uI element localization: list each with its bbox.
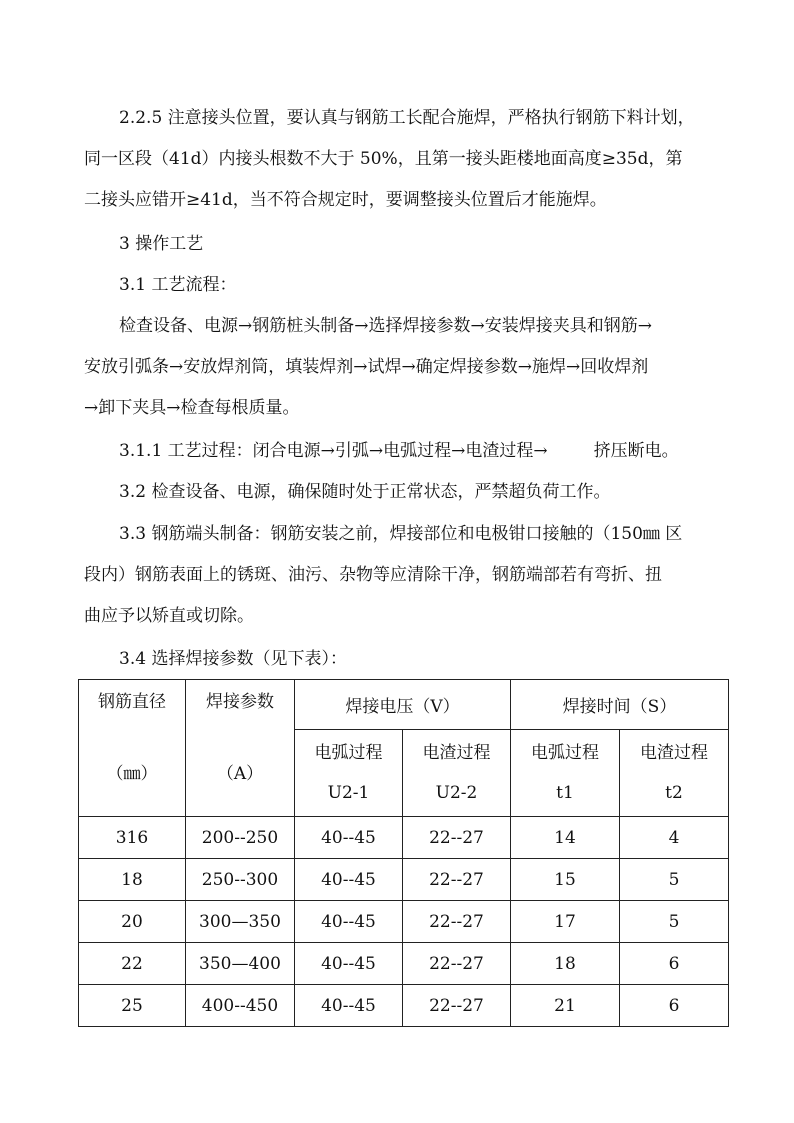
header-welding-current-title: 焊接参数 — [206, 692, 274, 712]
table-row — [79, 859, 729, 901]
cell-arc-time: 17 — [511, 901, 620, 943]
subheader-arc-voltage-label: 电弧过程 — [314, 743, 383, 763]
cell-current: 200--250 — [186, 817, 295, 859]
table-row — [79, 985, 729, 1027]
subheader-arc-time — [511, 730, 620, 817]
paragraph-2-2-5-line-1: 2.2.5 注意接头位置，要认真与钢筋工长配合施焊，严格执行钢筋下料计划， — [119, 108, 695, 128]
cell-arc-voltage: 40--45 — [295, 859, 403, 901]
paragraph-3-2: 3.2 检查设备、电源，确保随时处于正常状态，严禁超负荷工作。 — [119, 482, 611, 502]
cell-current: 400--450 — [186, 985, 295, 1027]
subheader-slag-time — [620, 730, 729, 817]
header-welding-current-unit: （A） — [216, 764, 264, 784]
cell-slag-voltage: 22--27 — [403, 943, 511, 985]
cell-diameter: 20 — [79, 901, 186, 943]
subheader-slag-time-label: 电渣过程 — [640, 743, 708, 763]
process-flow-line-3: →卸下夹具→检查每根质量。 — [84, 398, 300, 418]
subheader-slag-voltage — [403, 730, 511, 817]
header-rebar-diameter-title: 钢筋直径 — [98, 692, 166, 712]
cell-slag-time: 4 — [620, 817, 729, 859]
subheader-arc-voltage-code: U2-1 — [327, 783, 370, 803]
paragraph-2-2-5-line-3: 二接头应错开≥41d，当不符合规定时，要调整接头位置后才能施焊。 — [84, 190, 607, 210]
cell-diameter: 316 — [79, 817, 186, 859]
cell-arc-voltage: 40--45 — [295, 943, 403, 985]
table-row — [79, 817, 729, 859]
header-welding-time: 焊接时间（S） — [511, 680, 729, 730]
table-header-row — [79, 680, 729, 730]
subheader-slag-voltage-label: 电渣过程 — [422, 743, 491, 763]
heading-3-1-process-flow: 3.1 工艺流程： — [119, 275, 237, 295]
paragraph-3-1-1 — [119, 439, 679, 463]
subheader-arc-voltage — [295, 730, 403, 817]
cell-arc-voltage: 40--45 — [295, 817, 403, 859]
cell-diameter: 25 — [79, 985, 186, 1027]
paragraph-3-1-1-text: 3.1.1 工艺过程：闭合电源→引弧→电弧过程→电渣过程→ — [119, 441, 548, 461]
welding-parameters-table — [78, 679, 729, 1027]
cell-arc-time: 15 — [511, 859, 620, 901]
header-rebar-diameter — [79, 680, 186, 817]
cell-arc-time: 14 — [511, 817, 620, 859]
header-welding-voltage: 焊接电压（V） — [295, 680, 511, 730]
cell-slag-voltage: 22--27 — [403, 817, 511, 859]
paragraph-3-3-line-2: 段内）钢筋表面上的锈斑、油污、杂物等应清除干净，钢筋端部若有弯折、扭 — [84, 565, 662, 585]
header-rebar-diameter-unit: （㎜） — [106, 764, 158, 784]
subheader-slag-time-code: t2 — [665, 783, 683, 803]
table-row — [79, 901, 729, 943]
cell-current: 300—350 — [186, 901, 295, 943]
cell-current: 350—400 — [186, 943, 295, 985]
cell-arc-time: 21 — [511, 985, 620, 1027]
subheader-arc-time-label: 电弧过程 — [531, 743, 599, 763]
process-flow-line-1: 检查设备、电源→钢筋桩头制备→选择焊接参数→安装焊接夹具和钢筋→ — [119, 316, 652, 336]
cell-arc-time: 18 — [511, 943, 620, 985]
paragraph-2-2-5-line-2: 同一区段（41d）内接头根数不大于 50%，且第一接头距楼地面高度≥35d，第 — [84, 149, 683, 169]
cell-current: 250--300 — [186, 859, 295, 901]
cell-slag-time: 6 — [620, 985, 729, 1027]
cell-diameter: 18 — [79, 859, 186, 901]
cell-slag-voltage: 22--27 — [403, 901, 511, 943]
paragraph-3-1-1-end: 挤压断电。 — [593, 441, 679, 461]
paragraph-3-4: 3.4 选择焊接参数（见下表）： — [119, 649, 347, 669]
paragraph-3-3-line-1: 3.3 钢筋端头制备：钢筋安装之前，焊接部位和电极钳口接触的（150㎜ 区 — [119, 524, 683, 544]
cell-diameter: 22 — [79, 943, 186, 985]
cell-slag-voltage: 22--27 — [403, 985, 511, 1027]
table-row — [79, 943, 729, 985]
cell-slag-time: 5 — [620, 859, 729, 901]
cell-slag-time: 5 — [620, 901, 729, 943]
cell-slag-voltage: 22--27 — [403, 859, 511, 901]
subheader-arc-time-code: t1 — [556, 783, 574, 803]
paragraph-3-3-line-3: 曲应予以矫直或切除。 — [84, 606, 254, 626]
subheader-slag-voltage-code: U2-2 — [435, 783, 478, 803]
process-flow-line-2: 安放引弧条→安放焊剂筒，填装焊剂→试焊→确定焊接参数→施焊→回收焊剂 — [84, 357, 649, 377]
heading-3-operation-process: 3 操作工艺 — [119, 234, 204, 254]
cell-arc-voltage: 40--45 — [295, 901, 403, 943]
cell-slag-time: 6 — [620, 943, 729, 985]
header-welding-current — [186, 680, 295, 817]
cell-arc-voltage: 40--45 — [295, 985, 403, 1027]
